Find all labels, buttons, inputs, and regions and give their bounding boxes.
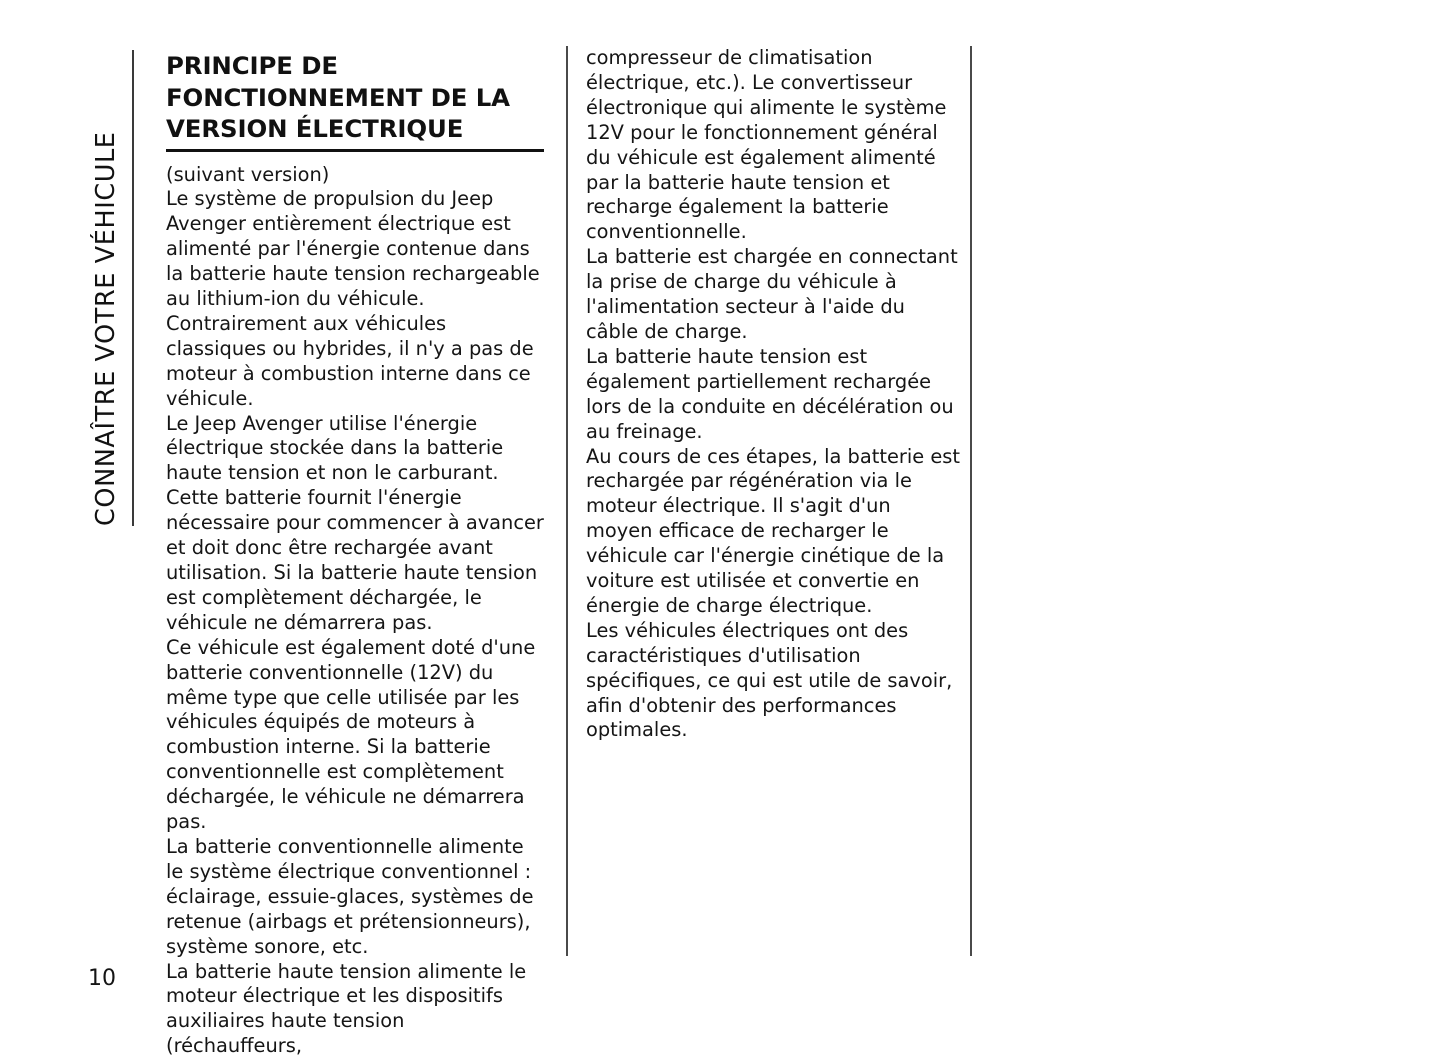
- section-tab: [78, 48, 134, 526]
- page-number: 10: [88, 966, 116, 992]
- column-divider-right: [970, 46, 972, 956]
- section-tab-label: CONNAÎTRE VOTRE VÉHICULE: [78, 48, 134, 526]
- paragraph: (suivant version): [166, 163, 544, 188]
- page-title: [166, 46, 544, 145]
- paragraph: Ce véhicule est également doté d'une batterie conventionnelle (12V) du même type que celle utilisée par les véhicules équipés de moteurs à combustion interne. Si la batterie conventionnelle est complètement déchargée, le véhicule ne démarrera pas.: [166, 636, 544, 835]
- page-title-line-3: VERSION ÉLECTRIQUE: [166, 113, 544, 145]
- column-left: [166, 46, 544, 1059]
- page-title-line-1: PRINCIPE DE: [166, 50, 544, 82]
- page-title-underline: [166, 149, 544, 152]
- paragraph: La batterie haute tension est également partiellement rechargée lors de la conduite en décélération ou au freinage.: [586, 345, 962, 445]
- column-right: [586, 46, 962, 743]
- paragraph: La batterie conventionnelle alimente le système électrique conventionnel : éclairage, essuie-glaces, systèmes de retenue (airbags et prétensionneurs), système sonore, etc.: [166, 835, 544, 960]
- paragraph: Le Jeep Avenger utilise l'énergie électrique stockée dans la batterie haute tension et non le carburant. Cette batterie fournit l'énergie nécessaire pour commencer à avancer et doit donc être rechargée avant utilisation. Si la batterie haute tension est complètement déchargée, le véhicule ne démarrera pas.: [166, 412, 544, 636]
- paragraph: Le système de propulsion du Jeep Avenger entièrement électrique est alimenté par l'énergie contenue dans la batterie haute tension rechargeable au lithium-ion du véhicule. Contrairement aux véhicules classiques ou hybrides, il n'y a pas de moteur à combustion interne dans ce véhicule.: [166, 187, 544, 411]
- paragraph: Au cours de ces étapes, la batterie est rechargée par régénération via le moteur électrique. Il s'agit d'un moyen efficace de recharger le véhicule car l'énergie cinétique de la voiture est utilisée et convertie en énergie de charge électrique.: [586, 445, 962, 619]
- paragraph: La batterie haute tension alimente le moteur électrique et les dispositifs auxiliaires haute tension (réchauffeurs,: [166, 960, 544, 1059]
- column-divider-middle: [566, 46, 568, 956]
- paragraph: La batterie est chargée en connectant la prise de charge du véhicule à l'alimentation secteur à l'aide du câble de charge.: [586, 245, 962, 345]
- section-tab-rule: [132, 50, 134, 526]
- paragraph: Les véhicules électriques ont des caractéristiques d'utilisation spécifiques, ce qui est utile de savoir, afin d'obtenir des performances optimales.: [586, 619, 962, 744]
- page-title-line-2: FONCTIONNEMENT DE LA: [166, 82, 544, 114]
- paragraph: compresseur de climatisation électrique, etc.). Le convertisseur électronique qui alimente le système 12V pour le fonctionnement général du véhicule est également alimenté par la batterie haute tension et recharge également la batterie conventionnelle.: [586, 46, 962, 245]
